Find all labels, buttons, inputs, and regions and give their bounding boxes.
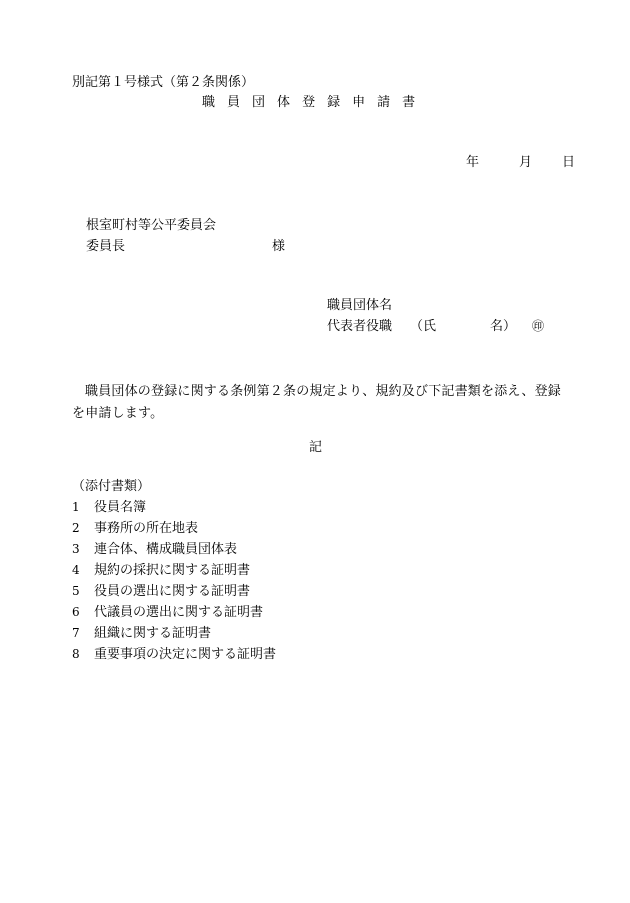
list-item-text: 重要事項の決定に関する証明書 — [94, 647, 277, 662]
list-item — [72, 541, 276, 562]
title-char: 団 — [252, 95, 266, 110]
list-item-text: 規約の採択に関する証明書 — [94, 563, 251, 578]
list-item-number: 5 — [72, 584, 80, 598]
list-item — [72, 520, 276, 541]
date-day-label: 日 — [562, 155, 576, 170]
title-char: 職 — [202, 95, 216, 110]
list-item-number: 3 — [72, 542, 80, 556]
title-char: 録 — [327, 95, 341, 110]
list-item-number: 1 — [72, 500, 80, 514]
addressee-organization: 根室町村等公平委員会 — [86, 218, 217, 233]
list-item-number: 6 — [72, 605, 80, 619]
list-item-number: 2 — [72, 521, 80, 535]
list-item — [72, 604, 276, 625]
date-line — [466, 156, 575, 169]
list-item-text: 代議員の選出に関する証明書 — [94, 605, 264, 620]
title-char: 登 — [302, 95, 316, 110]
title-char: 申 — [352, 95, 366, 110]
ki-heading: 記 — [309, 440, 323, 455]
applicant-organization-label: 職員団体名 — [327, 298, 393, 313]
document-title — [202, 96, 427, 109]
attachments-heading: （添付書類） — [72, 479, 151, 494]
list-item-text: 組織に関する証明書 — [94, 626, 212, 641]
attachments-list — [72, 499, 276, 667]
applicant-representative-line — [327, 320, 544, 333]
title-char: 書 — [402, 95, 416, 110]
name-close-label: 名） — [490, 319, 517, 334]
list-item — [72, 625, 276, 646]
date-month-label: 月 — [519, 155, 533, 170]
title-char: 体 — [277, 95, 291, 110]
list-item-number: 7 — [72, 626, 80, 640]
addressee-title: 委員長 — [86, 239, 126, 254]
seal-icon: ㊞ — [532, 319, 545, 333]
list-item-text: 役員名簿 — [94, 500, 147, 515]
application-statement: 職員団体の登録に関する条例第２条の規定より、規約及び下記書類を添え、登録を申請します。 — [72, 384, 561, 421]
list-item — [72, 646, 276, 667]
list-item-number: 4 — [72, 563, 80, 577]
form-number-label: 別記第１号様式（第２条関係） — [72, 75, 255, 90]
title-char: 請 — [377, 95, 391, 110]
representative-label: 代表者役職 — [327, 319, 393, 334]
title-char: 員 — [227, 95, 241, 110]
list-item — [72, 499, 276, 520]
list-item — [72, 583, 276, 604]
date-year-label: 年 — [466, 155, 480, 170]
list-item-text: 事務所の所在地表 — [94, 521, 199, 536]
list-item-text: 役員の選出に関する証明書 — [94, 584, 251, 599]
list-item — [72, 562, 276, 583]
list-item-text: 連合体、構成職員団体表 — [94, 542, 238, 557]
list-item-number: 8 — [72, 647, 80, 661]
name-open-label: （氏 — [410, 319, 437, 334]
addressee-honorific: 様 — [272, 239, 286, 254]
